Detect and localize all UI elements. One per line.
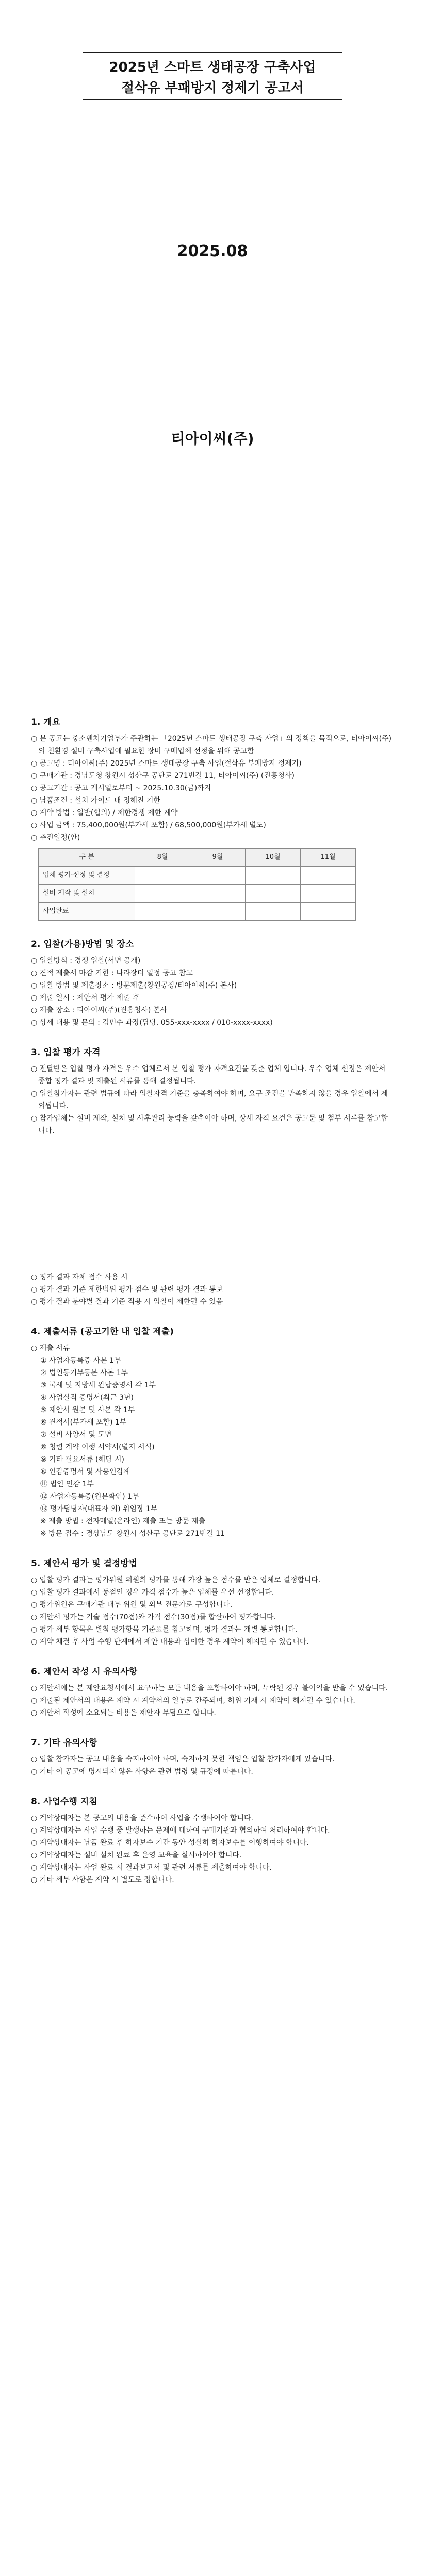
section-line: ○ 제출 서류 [31,1344,70,1352]
schedule-month: 11월 [301,849,356,867]
section-line: ○ 입찰 참가자는 공고 내용을 숙지하여야 하며, 숙지하지 못한 책임은 입찰 참가자에게 있습니다. [31,1755,335,1764]
section-line: ○ 입찰참가자는 관련 법규에 따라 입찰자격 기준을 충족하여야 하며, 요구 조건을 만족하지 않을 경우 입찰에서 제외됩니다. [31,1090,388,1110]
section-line: ○ 제안서 평가는 기술 점수(70점)와 가격 점수(30점)를 합산하여 평가합니다. [31,1613,276,1621]
section-line: ○ 기타 세부 사항은 계약 시 별도로 정합니다. [31,1876,174,1884]
schedule-month: 10월 [246,849,301,867]
schedule-month: 8월 [135,849,190,867]
section-line: ○ 본 공고는 중소벤처기업부가 주관하는 「2025년 스마트 생태공장 구축 사업」의 정책을 목적으로, 티아이씨(주)의 친환경 설비 구축사업에 필요한 장비 구매업체 선정을 위해 공고함 [31,735,392,755]
section-line: ○ 입찰 방법 및 제출장소 : 방문제출(창원공장/티아이씨(주) 본사) [31,981,237,990]
section-line: ④ 사업실적 증명서(최근 3년) [40,1394,134,1402]
section-line: ○ 평가 결과 분야별 결과 기준 적용 시 입찰이 제한될 수 있음 [31,1298,223,1306]
section-title: 7. 기타 유의사항 [31,1738,97,1748]
section-title: 4. 제출서류 (공고기한 내 입찰 제출) [31,1327,174,1337]
section-line: ⑫ 사업자등록증(원본확인) 1부 [40,1493,139,1501]
body-sections [31,716,394,1886]
schedule-cell [190,903,246,921]
section-line: ① 사업자등록증 사본 1부 [40,1357,121,1365]
schedule-month: 9월 [190,849,246,867]
section-line: ⑩ 인감증명서 및 사용인감계 [40,1468,130,1476]
section-line: ○ 제출된 제안서의 내용은 계약 시 계약서의 일부로 간주되며, 허위 기재 시 계약이 해지될 수 있습니다. [31,1697,355,1705]
section-line: ○ 계약 체결 후 사업 수행 단계에서 제안 내용과 상이한 경우 계약이 해지될 수 있습니다. [31,1638,309,1646]
section-line: ○ 상세 내용 및 문의 : 김민수 과장(담당, 055-xxx-xxxx / 010-xxxx-xxxx) [31,1019,273,1027]
section-line: ○ 평가 세부 항목은 별첨 평가항목 기준표를 참고하며, 평가 결과는 개별 통보합니다. [31,1625,298,1634]
schedule-cell [135,885,190,903]
schedule-cell [135,867,190,885]
section [31,1046,394,1308]
section-line: ○ 제출 장소 : 티아이씨(주)(진흥청사) 본사 [31,1006,167,1014]
section-line: ○ 사업 금액 : 75,400,000원(부가세 포함) / 68,500,000원(부가세 별도) [31,821,266,829]
cover-company: 티아이씨(주) [171,430,254,447]
schedule-cell [190,867,246,885]
spacer [31,1137,394,1204]
section-line: ○ 입찰 평가 결과는 평가위원 위원회 평가를 통해 가장 높은 점수를 받은 업체로 결정합니다. [31,1576,321,1584]
section-line: ⑧ 청렴 계약 이행 서약서(별지 서식) [40,1443,155,1451]
cover-title-line2: 절삭유 부패방지 정제기 공고서 [121,80,304,96]
section-line: ○ 참가업체는 설비 제작, 설치 및 사후관리 능력을 갖추어야 하며, 상세 자격 요건은 공고문 및 첨부 서류를 참고합니다. [31,1114,388,1135]
section-line: ○ 전달받은 입찰 평가 자격은 우수 업체로서 본 입찰 평가 자격요건을 갖춘 업체 입니다. 우수 업체 선정은 제안서 종합 평가 결과 및 제출된 서류를 통해 결정됩니다. [31,1065,386,1086]
section [31,1557,394,1648]
section-line: ○ 견적 제출서 마감 기한 : 나라장터 일정 공고 참고 [31,969,193,977]
section-line: ○ 계약상대자는 본 공고의 내용을 준수하여 사업을 수행하여야 합니다. [31,1814,253,1822]
section-line: ② 법인등기부등본 사본 1부 [40,1369,128,1377]
spacer [31,1204,394,1271]
section-line: ○ 평가 결과 자체 점수 사용 시 [31,1273,128,1281]
section [31,938,394,1029]
section-title: 1. 개요 [31,717,61,727]
schedule-cell [301,867,356,885]
section-line: ○ 계약 방법 : 일반(협의) / 제한경쟁 제한 계약 [31,809,178,817]
schedule-row-label: 업체 평가·선정 및 결정 [39,867,135,885]
section-line: ○ 제안서에는 본 제안요청서에서 요구하는 모든 내용을 포함하여야 하며, 누락된 경우 불이익을 받을 수 있습니다. [31,1684,388,1692]
section-line: ○ 입찰방식 : 경쟁 입찰(서면 공개) [31,957,141,965]
section [31,1326,394,1540]
section-line: ○ 공고명 : 티아이씨(주) 2025년 스마트 생태공장 구축 사업(절삭유 부패방지 정제기) [31,759,302,768]
schedule-table [38,848,356,921]
section-line: ○ 계약상대자는 사업 수행 중 발생하는 문제에 대하여 구매기관과 협의하여 처리하여야 합니다. [31,1826,330,1835]
section-line: ⑥ 견적서(부가세 포함) 1부 [40,1418,127,1427]
section-line: ③ 국세 및 지방세 완납증명서 각 1부 [40,1381,156,1389]
schedule-row-label: 사업완료 [39,903,135,921]
section-line: ○ 공고기간 : 공고 게시일로부터 ~ 2025.10.30(금)까지 [31,784,211,792]
cover-date: 2025.08 [177,242,248,260]
section-line: ⑤ 제안서 원본 및 사본 각 1부 [40,1406,135,1414]
schedule-cell [246,885,301,903]
section-line: ○ 입찰 평가 결과에서 동점인 경우 가격 점수가 높은 업체를 우선 선정합니다. [31,1588,274,1597]
section-line: ○ 추진일정(안) [31,834,80,842]
schedule-cell [301,903,356,921]
section [31,716,394,921]
section-line: ○ 제출 일시 : 제안서 평가 제출 후 [31,994,140,1002]
section [31,1737,394,1778]
schedule-cell [301,885,356,903]
section-line: ※ 방문 접수 : 경상남도 창원시 성산구 공단로 271번길 11 [40,1530,225,1538]
section-title: 2. 입찰(가용)방법 및 장소 [31,939,134,950]
section-line: ⑬ 평가담당자(대표자 외) 위임장 1부 [40,1505,158,1513]
section-line: ○ 계약상대자는 설비 설치 완료 후 운영 교육을 실시하여야 합니다. [31,1851,242,1859]
section-line: ※ 제출 방법 : 전자메일(온라인) 제출 또는 방문 제출 [40,1517,205,1526]
section [31,1666,394,1719]
section-title: 6. 제안서 작성 시 유의사항 [31,1667,138,1677]
section-line: ○ 제안서 작성에 소요되는 비용은 제안자 부담으로 합니다. [31,1709,216,1717]
section-line: ⑨ 기타 필요서류 (해당 시) [40,1455,124,1464]
section-title: 5. 제안서 평가 및 결정방법 [31,1558,138,1569]
section-line: ○ 평가 결과 기준 제한범위 평가 점수 및 관련 평가 결과 통보 [31,1285,223,1294]
schedule-cell [246,903,301,921]
schedule-header-label: 구 분 [39,849,135,867]
section-title: 3. 입찰 평가 자격 [31,1047,101,1058]
section-title: 8. 사업수행 지침 [31,1797,97,1807]
section-line: ○ 납품조건 : 설치 가이드 내 정해진 기한 [31,796,160,805]
cover-rule-top [83,52,342,53]
cover-rule-bottom [83,99,342,100]
section-line: ○ 기타 이 공고에 명시되지 않은 사항은 관련 법령 및 규정에 따릅니다. [31,1768,253,1776]
section-line: ⑪ 법인 인감 1부 [40,1480,94,1488]
section [31,1795,394,1886]
section-line: ○ 평가위원은 구매기관 내부 위원 및 외부 전문가로 구성합니다. [31,1601,233,1609]
cover-title-line1: 2025년 스마트 생태공장 구축사업 [109,60,316,75]
section-line: ⑦ 설비 사양서 및 도면 [40,1431,112,1439]
section-line: ○ 계약상대자는 납품 완료 후 하자보수 기간 동안 성실히 하자보수를 이행하여야 합니다. [31,1839,309,1847]
section-line: ○ 계약상대자는 사업 완료 시 결과보고서 및 관련 서류를 제출하여야 합니다. [31,1863,272,1872]
schedule-cell [135,903,190,921]
schedule-cell [246,867,301,885]
schedule-row-label: 설비 제작 및 설치 [39,885,135,903]
schedule-cell [190,885,246,903]
section-line: ○ 구매기관 : 경남도청 창원시 성산구 공단로 271번길 11, 티아이씨(주) (진흥청사) [31,772,295,780]
